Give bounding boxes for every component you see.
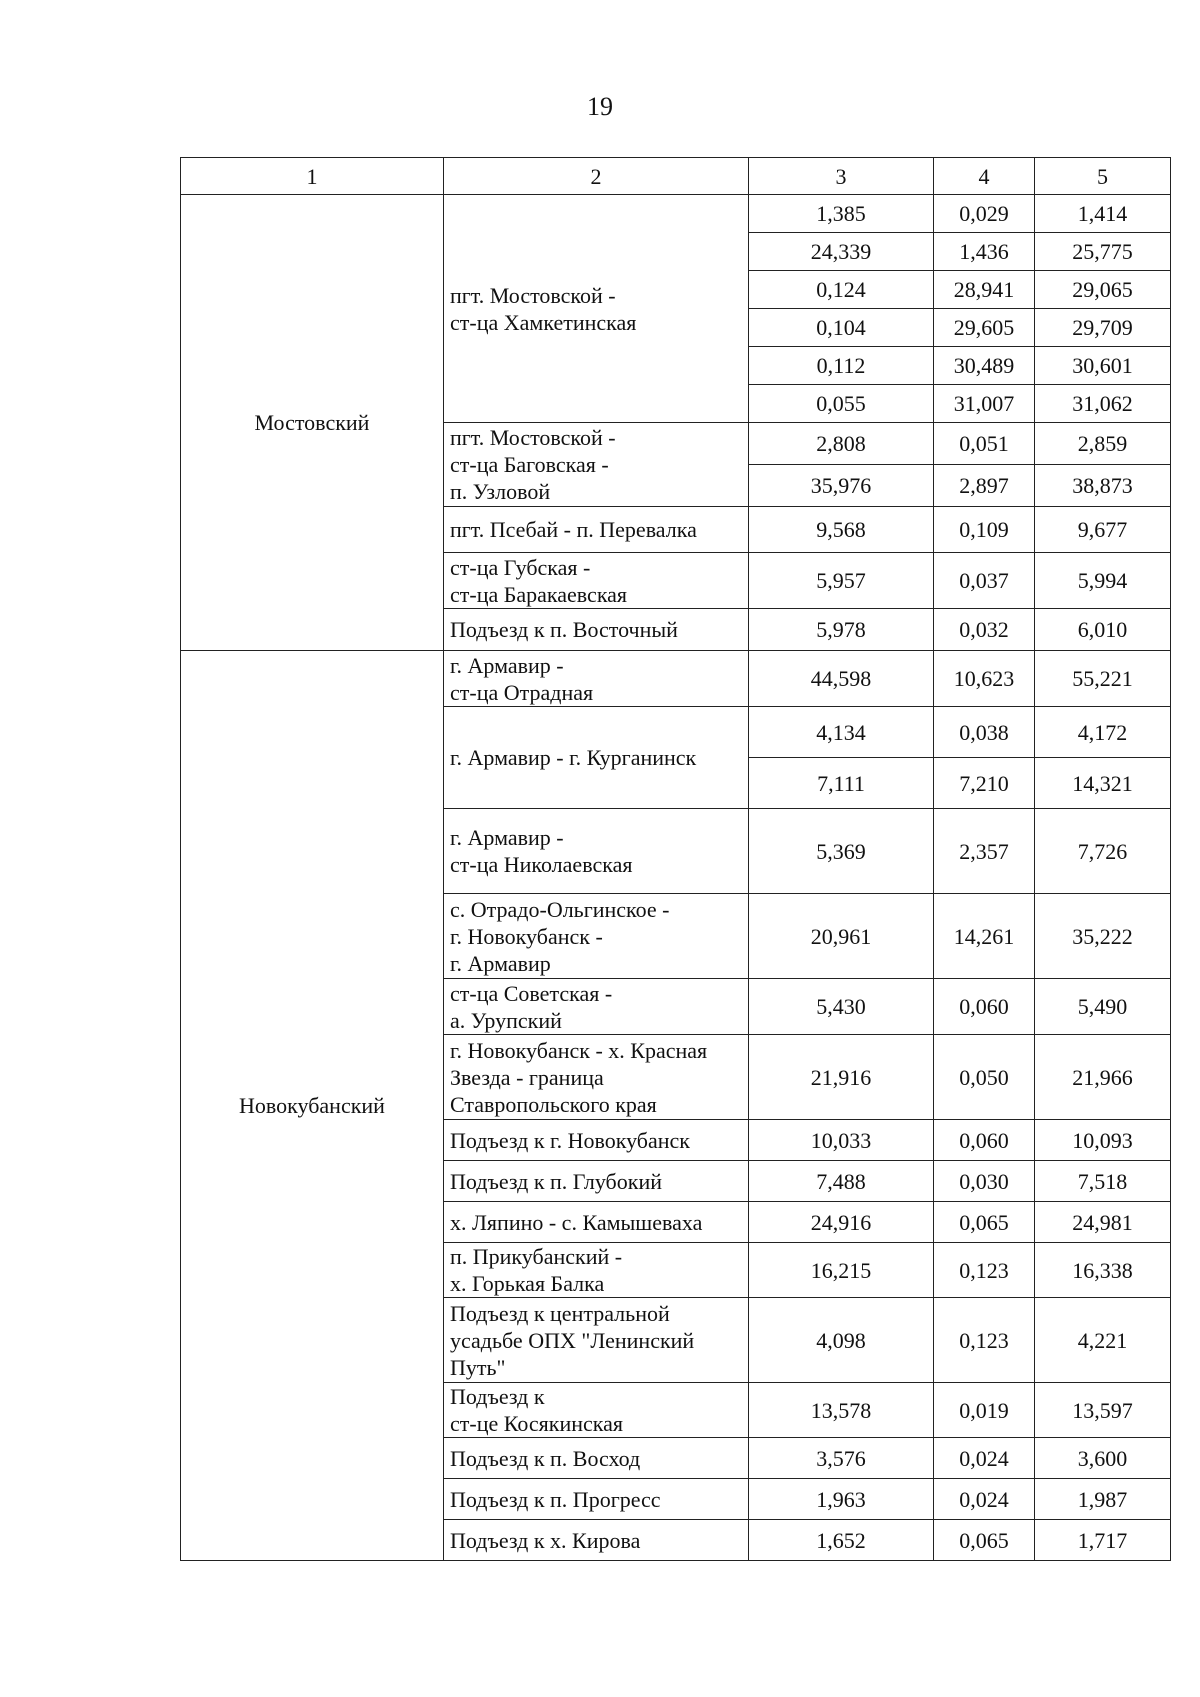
road-name-line: пгт. Мостовской - <box>450 282 616 308</box>
value-cell-col4: 0,060 <box>934 1120 1035 1161</box>
road-name <box>444 1298 749 1383</box>
road-name-line: г. Новокубанск - <box>450 923 603 949</box>
road-name <box>444 979 749 1035</box>
road-name <box>444 1035 749 1120</box>
value-cell-col5: 25,775 <box>1035 233 1171 271</box>
value-cell-col4: 14,261 <box>934 894 1035 979</box>
value-cell-col5: 35,222 <box>1035 894 1171 979</box>
value-cell-col5: 9,677 <box>1035 507 1171 553</box>
road-name-line: г. Армавир - <box>450 652 564 678</box>
value-cell-col3: 1,963 <box>749 1479 934 1520</box>
value-cell-col4: 30,489 <box>934 347 1035 385</box>
value-cell-col3: 0,112 <box>749 347 934 385</box>
value-cell-col3: 24,339 <box>749 233 934 271</box>
road-name-line: пгт. Псебай - п. Перевалка <box>450 517 697 542</box>
value-cell-col5: 6,010 <box>1035 609 1171 651</box>
value-cell-col4: 0,109 <box>934 507 1035 553</box>
value-cell-col3: 44,598 <box>749 651 934 707</box>
header-cell: 5 <box>1035 158 1171 195</box>
road-name-line: г. Армавир <box>450 950 551 976</box>
value-cell-col5: 21,966 <box>1035 1035 1171 1120</box>
value-cell-col3: 5,369 <box>749 809 934 894</box>
value-cell-col5: 29,065 <box>1035 271 1171 309</box>
road-name <box>444 894 749 979</box>
value-cell-col5: 1,717 <box>1035 1520 1171 1561</box>
value-cell-col3: 1,652 <box>749 1520 934 1561</box>
value-cell-col3: 35,976 <box>749 465 934 507</box>
road-name <box>444 1243 749 1298</box>
region-name: Новокубанский <box>181 651 444 1561</box>
road-name-line: Подъезд к п. Прогресс <box>450 1486 661 1512</box>
value-cell-col4: 10,623 <box>934 651 1035 707</box>
value-cell-col4: 0,065 <box>934 1202 1035 1243</box>
value-cell-col5: 29,709 <box>1035 309 1171 347</box>
road-name-line: с. Отрадо-Ольгинское - <box>450 896 670 922</box>
road-name <box>444 1120 749 1161</box>
road-name <box>444 1383 749 1438</box>
road-name-line: х. Горькая Балка <box>450 1271 605 1296</box>
road-name-line: х. Ляпино - с. Камышеваха <box>450 1209 703 1235</box>
value-cell-col5: 14,321 <box>1035 758 1171 809</box>
table-body <box>181 195 1171 1561</box>
value-cell-col5: 2,859 <box>1035 423 1171 465</box>
value-cell-col4: 0,038 <box>934 707 1035 758</box>
value-cell-col5: 5,490 <box>1035 979 1171 1035</box>
road-name-line: Звезда - граница <box>450 1064 604 1090</box>
value-cell-col3: 5,978 <box>749 609 934 651</box>
value-cell-col4: 28,941 <box>934 271 1035 309</box>
value-cell-col4: 0,032 <box>934 609 1035 651</box>
value-cell-col4: 31,007 <box>934 385 1035 423</box>
value-cell-col4: 0,123 <box>934 1243 1035 1298</box>
table-row <box>181 195 1171 233</box>
value-cell-col5: 5,994 <box>1035 553 1171 609</box>
road-name-line: Подъезд к п. Восточный <box>450 617 678 642</box>
road-name-line: Подъезд к х. Кирова <box>450 1527 641 1553</box>
value-cell-col3: 20,961 <box>749 894 934 979</box>
value-cell-col5: 16,338 <box>1035 1243 1171 1298</box>
value-cell-col3: 1,385 <box>749 195 934 233</box>
value-cell-col3: 5,957 <box>749 553 934 609</box>
road-name <box>444 1479 749 1520</box>
value-cell-col5: 1,414 <box>1035 195 1171 233</box>
road-name-line: Подъезд к г. Новокубанск <box>450 1127 690 1153</box>
value-cell-col3: 5,430 <box>749 979 934 1035</box>
value-cell-col4: 0,019 <box>934 1383 1035 1438</box>
road-name <box>444 195 749 423</box>
value-cell-col3: 13,578 <box>749 1383 934 1438</box>
value-cell-col3: 9,568 <box>749 507 934 553</box>
value-cell-col5: 38,873 <box>1035 465 1171 507</box>
value-cell-col3: 4,134 <box>749 707 934 758</box>
value-cell-col3: 0,055 <box>749 385 934 423</box>
road-name-line: Путь" <box>450 1354 506 1380</box>
road-name-line: Ставропольского края <box>450 1091 657 1117</box>
value-cell-col4: 1,436 <box>934 233 1035 271</box>
header-cell: 1 <box>181 158 444 195</box>
road-name-line: ст-ца Губская - <box>450 554 591 580</box>
value-cell-col5: 1,987 <box>1035 1479 1171 1520</box>
road-name-line: г. Армавир - <box>450 825 564 850</box>
road-name <box>444 609 749 651</box>
value-cell-col3: 16,215 <box>749 1243 934 1298</box>
value-cell-col3: 24,916 <box>749 1202 934 1243</box>
value-cell-col5: 55,221 <box>1035 651 1171 707</box>
value-cell-col5: 30,601 <box>1035 347 1171 385</box>
value-cell-col3: 21,916 <box>749 1035 934 1120</box>
value-cell-col3: 3,576 <box>749 1438 934 1479</box>
region-name: Мостовский <box>181 195 444 651</box>
road-name-line: Подъезд к <box>450 1384 545 1409</box>
road-name-line: ст-це Косякинская <box>450 1411 623 1436</box>
road-name-line: ст-ца Отрадная <box>450 679 594 705</box>
road-name-line: усадьбе ОПХ "Ленинский <box>450 1327 695 1353</box>
value-cell-col5: 10,093 <box>1035 1120 1171 1161</box>
value-cell-col4: 2,897 <box>934 465 1035 507</box>
value-cell-col5: 7,518 <box>1035 1161 1171 1202</box>
value-cell-col5: 4,221 <box>1035 1298 1171 1383</box>
value-cell-col4: 0,024 <box>934 1479 1035 1520</box>
value-cell-col3: 10,033 <box>749 1120 934 1161</box>
road-name-line: а. Урупский <box>450 1007 562 1033</box>
road-table <box>180 157 1171 1561</box>
value-cell-col4: 29,605 <box>934 309 1035 347</box>
road-name-line: пгт. Мостовской - <box>450 425 616 450</box>
road-name-line: п. Прикубанский - <box>450 1244 623 1269</box>
value-cell-col4: 0,030 <box>934 1161 1035 1202</box>
value-cell-col4: 0,051 <box>934 423 1035 465</box>
road-name <box>444 1161 749 1202</box>
road-name-line: г. Армавир - г. Курганинск <box>450 745 697 770</box>
header-cell: 2 <box>444 158 749 195</box>
value-cell-col4: 0,065 <box>934 1520 1035 1561</box>
road-name-line: г. Новокубанск - х. Красная <box>450 1037 708 1063</box>
value-cell-col5: 4,172 <box>1035 707 1171 758</box>
value-cell-col4: 0,123 <box>934 1298 1035 1383</box>
value-cell-col4: 0,024 <box>934 1438 1035 1479</box>
header-cell: 4 <box>934 158 1035 195</box>
value-cell-col3: 0,104 <box>749 309 934 347</box>
road-name <box>444 423 749 507</box>
value-cell-col3: 4,098 <box>749 1298 934 1383</box>
value-cell-col4: 7,210 <box>934 758 1035 809</box>
road-name <box>444 507 749 553</box>
road-name-line: Подъезд к п. Глубокий <box>450 1168 662 1194</box>
road-name-line: ст-ца Баговская - <box>450 452 609 477</box>
value-cell-col5: 3,600 <box>1035 1438 1171 1479</box>
road-name <box>444 1520 749 1561</box>
value-cell-col5: 24,981 <box>1035 1202 1171 1243</box>
value-cell-col3: 7,488 <box>749 1161 934 1202</box>
value-cell-col4: 0,060 <box>934 979 1035 1035</box>
road-name-line: п. Узловой <box>450 479 551 504</box>
road-name-line: ст-ца Баракаевская <box>450 581 628 607</box>
road-name-line: Подъезд к центральной <box>450 1300 670 1326</box>
road-name <box>444 1438 749 1479</box>
value-cell-col4: 0,029 <box>934 195 1035 233</box>
road-name <box>444 651 749 707</box>
value-cell-col4: 2,357 <box>934 809 1035 894</box>
value-cell-col4: 0,050 <box>934 1035 1035 1120</box>
road-name <box>444 809 749 894</box>
road-name-line: Подъезд к п. Восход <box>450 1445 641 1471</box>
road-name <box>444 553 749 609</box>
road-name <box>444 707 749 809</box>
table-row <box>181 651 1171 707</box>
road-name-line: ст-ца Советская - <box>450 980 613 1006</box>
value-cell-col3: 7,111 <box>749 758 934 809</box>
road-name-line: ст-ца Николаевская <box>450 852 633 877</box>
value-cell-col3: 0,124 <box>749 271 934 309</box>
road-name-line: ст-ца Хамкетинская <box>450 309 637 335</box>
value-cell-col5: 31,062 <box>1035 385 1171 423</box>
header-cell: 3 <box>749 158 934 195</box>
road-name <box>444 1202 749 1243</box>
value-cell-col5: 13,597 <box>1035 1383 1171 1438</box>
page-number: 19 <box>587 92 613 121</box>
value-cell-col4: 0,037 <box>934 553 1035 609</box>
value-cell-col5: 7,726 <box>1035 809 1171 894</box>
value-cell-col3: 2,808 <box>749 423 934 465</box>
header-row <box>181 158 1171 195</box>
